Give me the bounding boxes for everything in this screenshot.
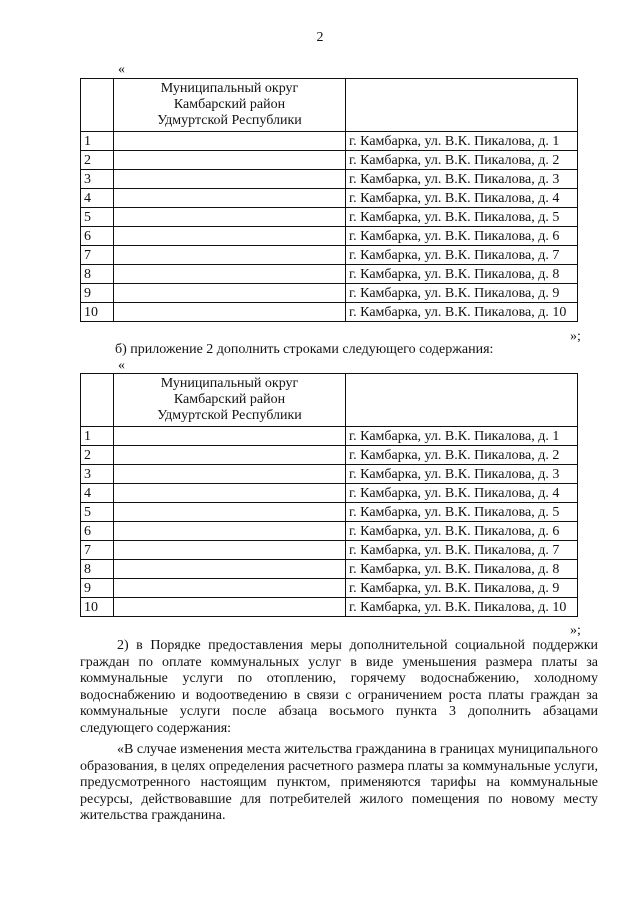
page-number: 2 [316, 30, 324, 45]
row-number: 1 [81, 427, 114, 446]
row-address: г. Камбарка, ул. В.К. Пикалова, д. 10 [346, 598, 578, 617]
row-empty-cell [114, 541, 346, 560]
row-empty-cell [114, 579, 346, 598]
row-address: г. Камбарка, ул. В.К. Пикалова, д. 3 [346, 170, 578, 189]
row-number: 9 [81, 579, 114, 598]
close-quote-2: »; [570, 623, 581, 638]
row-number: 8 [81, 265, 114, 284]
table-row [81, 522, 578, 541]
table-row [81, 303, 578, 322]
open-quote-2: « [118, 358, 125, 373]
paragraph-3: «В случае изменения места жительства гражданина в границах муниципального образования, в целях определения расчетного размера платы за коммунальные услуги, предусмотренного настоящим пунктом, применяются тарифы на коммунальные ресурсы, действовавшие для потребителей жилого помещения по новому месту жительства гражданина. [80, 742, 598, 824]
row-address: г. Камбарка, ул. В.К. Пикалова, д. 4 [346, 484, 578, 503]
row-number: 1 [81, 132, 114, 151]
row-empty-cell [114, 303, 346, 322]
row-empty-cell [114, 484, 346, 503]
table-row [81, 579, 578, 598]
row-address: г. Камбарка, ул. В.К. Пикалова, д. 5 [346, 208, 578, 227]
row-number: 7 [81, 246, 114, 265]
table-row [81, 560, 578, 579]
row-empty-cell [114, 246, 346, 265]
row-number: 6 [81, 522, 114, 541]
header-municipality-cell [114, 79, 346, 132]
row-address: г. Камбарка, ул. В.К. Пикалова, д. 6 [346, 227, 578, 246]
row-address: г. Камбарка, ул. В.К. Пикалова, д. 7 [346, 541, 578, 560]
row-number: 3 [81, 465, 114, 484]
table-row [81, 427, 578, 446]
row-number: 8 [81, 560, 114, 579]
row-empty-cell [114, 189, 346, 208]
table-row [81, 446, 578, 465]
table-row [81, 598, 578, 617]
table-row [81, 465, 578, 484]
header-num-cell [81, 79, 114, 132]
table-header-row [81, 79, 578, 132]
row-address: г. Камбарка, ул. В.К. Пикалова, д. 2 [346, 151, 578, 170]
header-line: Удмуртской Республики [157, 408, 302, 423]
table-row [81, 170, 578, 189]
row-address: г. Камбарка, ул. В.К. Пикалова, д. 2 [346, 446, 578, 465]
row-address: г. Камбарка, ул. В.К. Пикалова, д. 4 [346, 189, 578, 208]
row-empty-cell [114, 503, 346, 522]
open-quote: « [118, 62, 125, 77]
table-row [81, 484, 578, 503]
row-empty-cell [114, 265, 346, 284]
row-empty-cell [114, 598, 346, 617]
row-address: г. Камбарка, ул. В.К. Пикалова, д. 8 [346, 560, 578, 579]
table-row [81, 265, 578, 284]
table-row [81, 227, 578, 246]
row-empty-cell [114, 151, 346, 170]
row-address: г. Камбарка, ул. В.К. Пикалова, д. 8 [346, 265, 578, 284]
table-row [81, 541, 578, 560]
row-address: г. Камбарка, ул. В.К. Пикалова, д. 1 [346, 427, 578, 446]
row-empty-cell [114, 427, 346, 446]
paragraph-b: б) приложение 2 дополнить строками следующего содержания: [115, 342, 494, 357]
row-empty-cell [114, 208, 346, 227]
row-number: 5 [81, 503, 114, 522]
header-municipality-cell [114, 374, 346, 427]
row-number: 10 [81, 303, 114, 322]
row-number: 5 [81, 208, 114, 227]
row-address: г. Камбарка, ул. В.К. Пикалова, д. 9 [346, 579, 578, 598]
address-table-1 [80, 78, 578, 322]
row-number: 10 [81, 598, 114, 617]
row-number: 4 [81, 189, 114, 208]
header-address-cell [346, 79, 578, 132]
header-num-cell [81, 374, 114, 427]
row-empty-cell [114, 522, 346, 541]
row-empty-cell [114, 284, 346, 303]
table-row [81, 151, 578, 170]
row-address: г. Камбарка, ул. В.К. Пикалова, д. 1 [346, 132, 578, 151]
row-address: г. Камбарка, ул. В.К. Пикалова, д. 10 [346, 303, 578, 322]
row-empty-cell [114, 132, 346, 151]
table-row [81, 132, 578, 151]
row-number: 4 [81, 484, 114, 503]
row-number: 9 [81, 284, 114, 303]
row-number: 6 [81, 227, 114, 246]
header-line: Удмуртской Республики [157, 113, 302, 128]
table-header-row [81, 374, 578, 427]
table-row [81, 503, 578, 522]
header-line: Камбарский район [173, 97, 286, 112]
table-row [81, 208, 578, 227]
header-line: Муниципальный округ [160, 81, 299, 96]
header-line: Муниципальный округ [160, 376, 299, 391]
close-quote: »; [570, 329, 581, 344]
address-table-2 [80, 373, 578, 617]
row-empty-cell [114, 170, 346, 189]
table-row [81, 246, 578, 265]
table-row [81, 284, 578, 303]
row-empty-cell [114, 560, 346, 579]
paragraph-2: 2) в Порядке предоставления меры дополнительной социальной поддержки граждан по оплате коммунальных услуг в виде уменьшения размера платы за коммунальные услуги по отоплению, горячему водоснабжению, холодному водоснабжению и водоотведению в связи с ограничением роста платы граждан за коммунальные услуги после абзаца восьмого пункта 3 дополнить абзацами следующего содержания: [80, 638, 598, 736]
row-address: г. Камбарка, ул. В.К. Пикалова, д. 5 [346, 503, 578, 522]
table-row [81, 189, 578, 208]
row-address: г. Камбарка, ул. В.К. Пикалова, д. 9 [346, 284, 578, 303]
header-line: Камбарский район [173, 392, 286, 407]
header-address-cell [346, 374, 578, 427]
row-number: 2 [81, 446, 114, 465]
row-empty-cell [114, 227, 346, 246]
row-empty-cell [114, 446, 346, 465]
row-empty-cell [114, 465, 346, 484]
row-address: г. Камбарка, ул. В.К. Пикалова, д. 6 [346, 522, 578, 541]
row-number: 3 [81, 170, 114, 189]
row-number: 7 [81, 541, 114, 560]
row-address: г. Камбарка, ул. В.К. Пикалова, д. 3 [346, 465, 578, 484]
row-number: 2 [81, 151, 114, 170]
row-address: г. Камбарка, ул. В.К. Пикалова, д. 7 [346, 246, 578, 265]
